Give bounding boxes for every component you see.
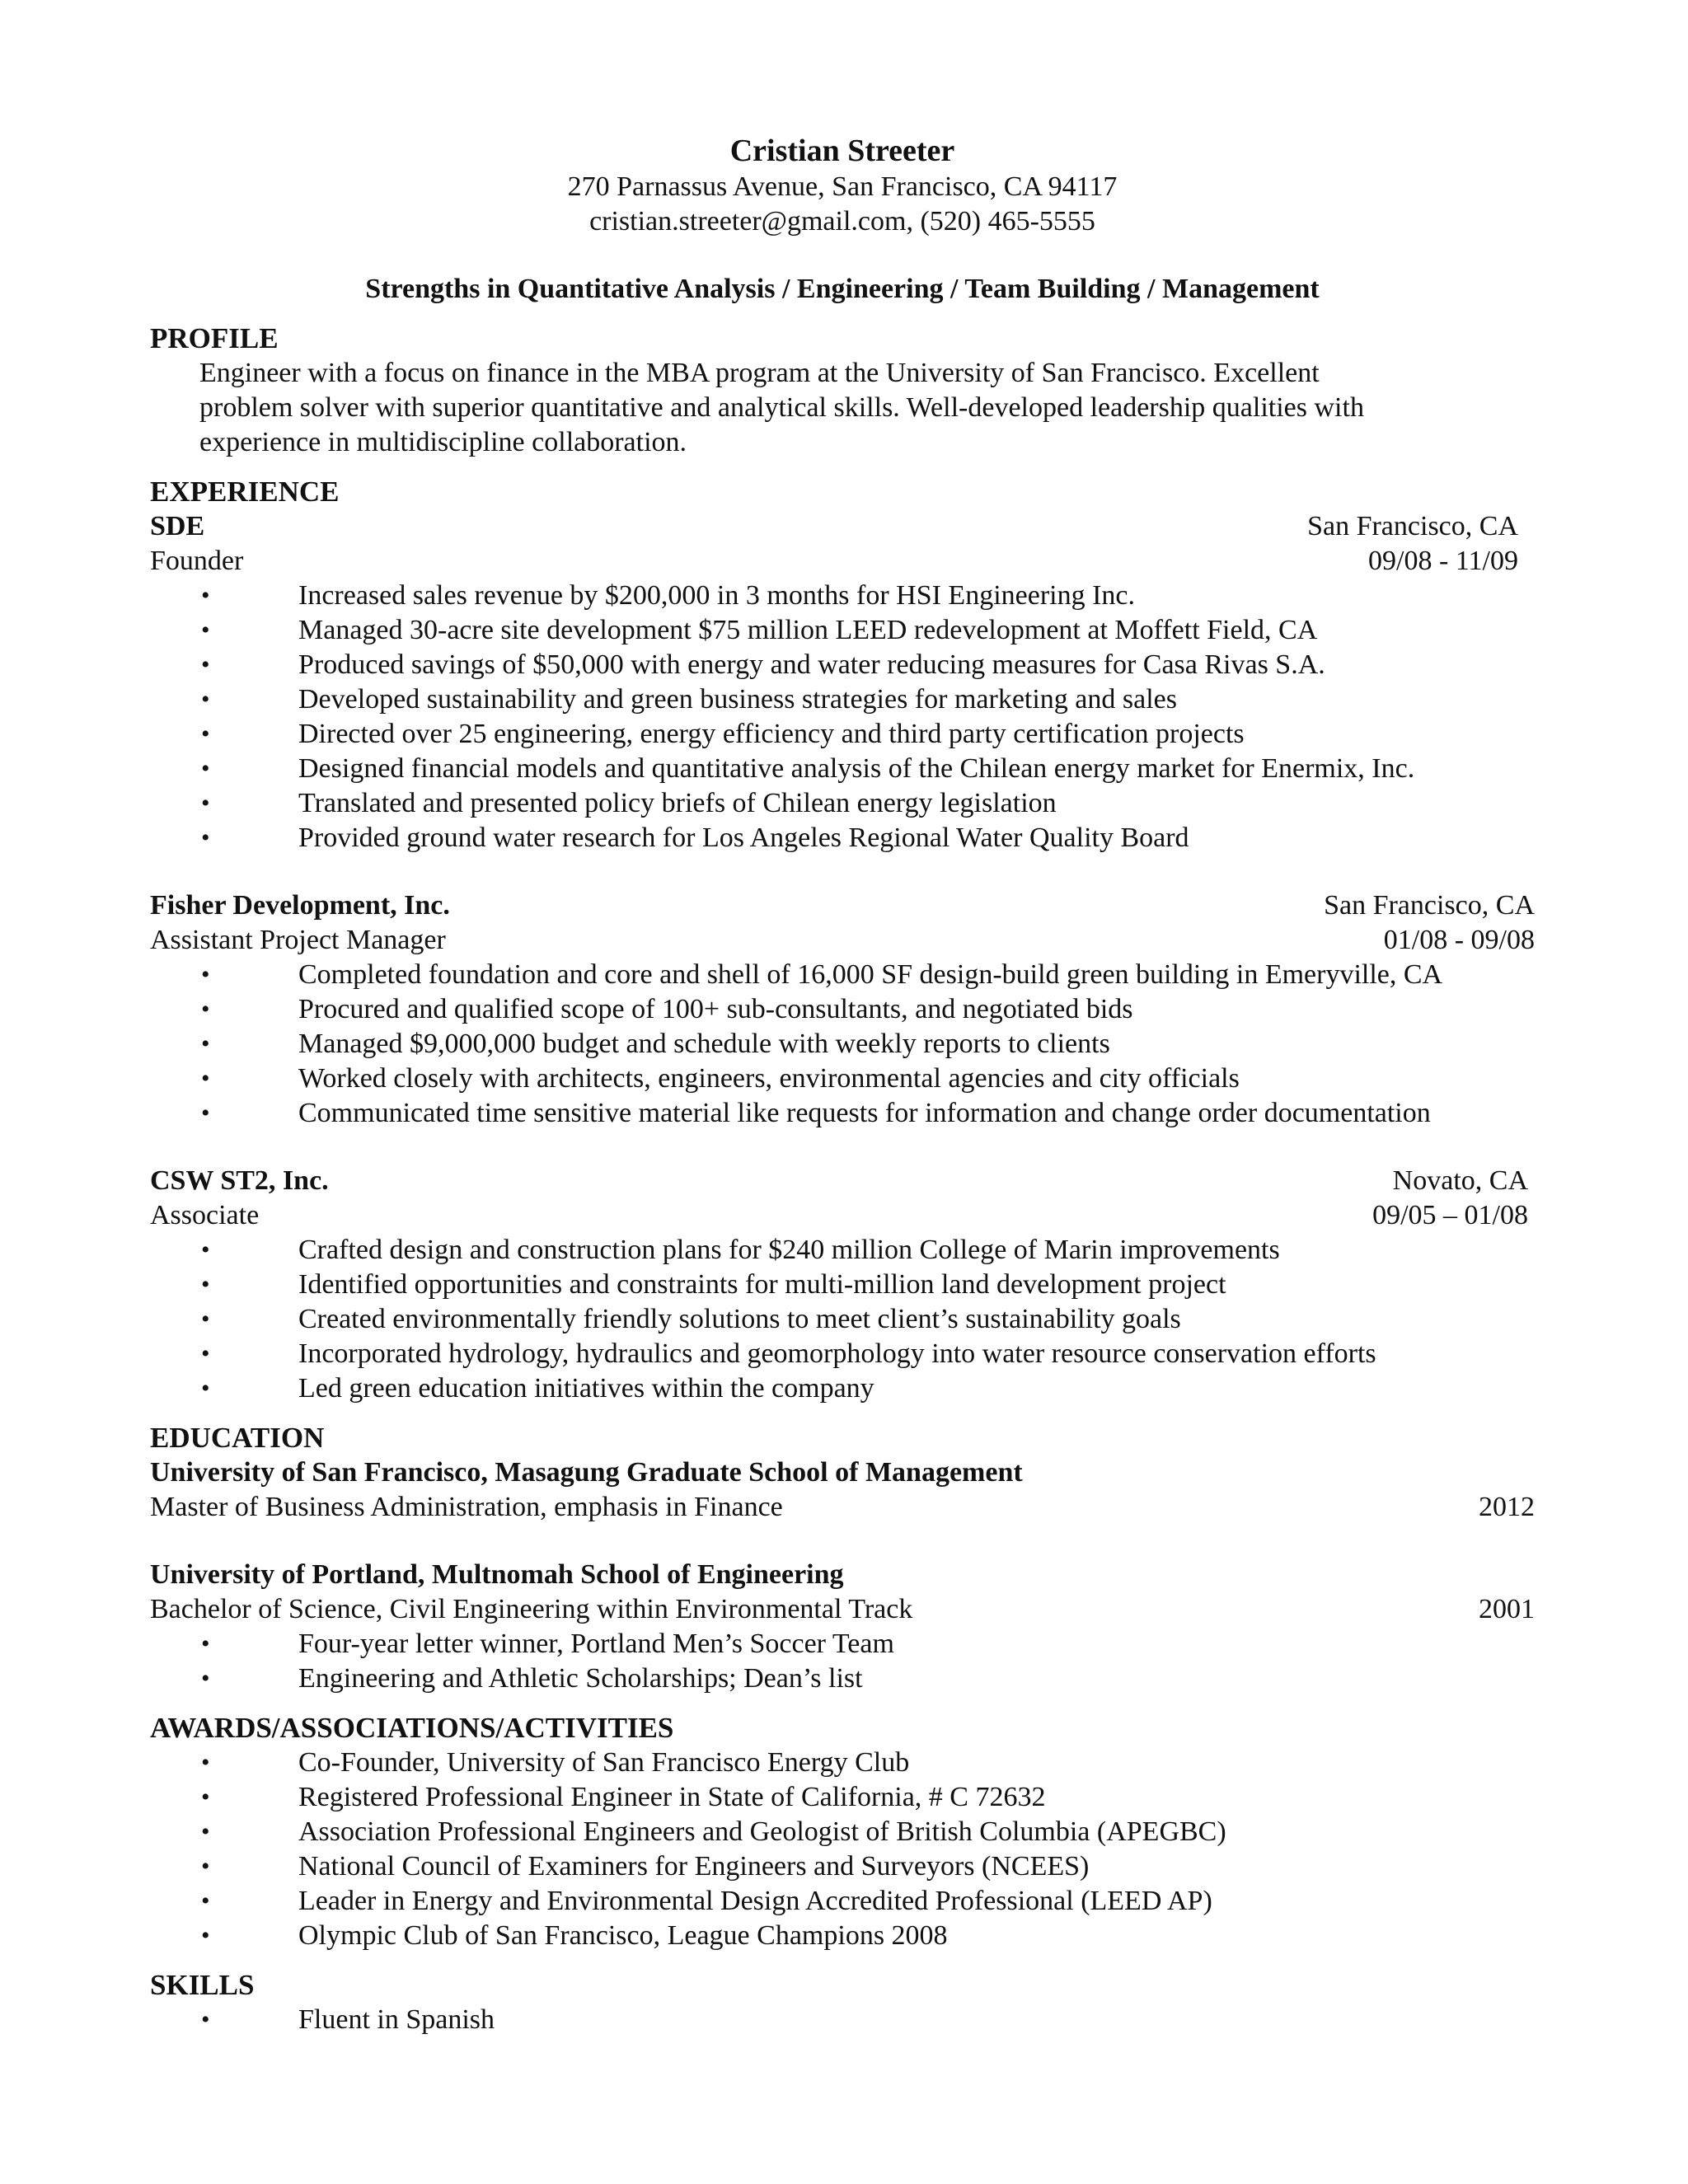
contact-info: cristian.streeter@gmail.com, (520) 465-5555 — [589, 206, 1095, 237]
list-item: • Crafted design and construction plans for $240 million College of Marin improvements — [150, 1233, 1535, 1268]
bullet-icon: • — [201, 1887, 210, 1915]
list-item: • Developed sustainability and green business strategies for marketing and sales — [150, 682, 1535, 717]
awards-heading: AWARDS/ASSOCIATIONS/ACTIVITIES — [150, 1712, 674, 1744]
list-item: • Four-year letter winner, Portland Men’s Soccer Team — [150, 1627, 1535, 1661]
bullet-icon: • — [201, 720, 210, 748]
list-item: • Produced savings of $50,000 with energy and water reducing measures for Casa Rivas S.A. — [150, 648, 1535, 682]
bullet-icon: • — [201, 686, 210, 713]
job-location: San Francisco, CA — [1324, 890, 1535, 921]
job-bullets — [150, 1233, 1535, 1406]
awards-list — [150, 1746, 1535, 1953]
bullet-icon: • — [201, 651, 210, 678]
education-entry — [150, 1455, 1535, 1525]
list-item: • Directed over 25 engineering, energy efficiency and third party certification projects — [150, 717, 1535, 752]
job-location: Novato, CA — [1392, 1165, 1528, 1196]
job-role: Founder — [150, 546, 244, 576]
job-role: Assistant Project Manager — [150, 925, 446, 955]
job-bullets — [150, 958, 1535, 1131]
school-name: University of San Francisco, Masagung Graduate School of Management — [150, 1457, 1023, 1488]
job-entry — [150, 888, 1535, 1131]
bullet-icon: • — [201, 1305, 210, 1333]
list-item: • Engineering and Athletic Scholarships; Dean’s list — [150, 1661, 1535, 1696]
profile-line: Engineer with a focus on finance in the MBA program at the University of San Francisco. Excellent — [199, 358, 1320, 388]
list-item: • Managed $9,000,000 budget and schedule with weekly reports to clients — [150, 1027, 1535, 1062]
bullet-icon: • — [201, 1340, 210, 1367]
list-item: • Completed foundation and core and shell of 16,000 SF design-build green building in Emeryville, CA — [150, 958, 1535, 992]
education-heading: EDUCATION — [150, 1422, 325, 1454]
bullet-icon: • — [201, 1271, 210, 1298]
job-location: San Francisco, CA — [1307, 511, 1518, 541]
bullet-icon: • — [201, 1030, 210, 1057]
skills-list — [150, 2003, 1535, 2037]
school-name: University of Portland, Multnomah School of Engineering — [150, 1559, 844, 1590]
bullet-icon: • — [201, 790, 210, 817]
list-item: • National Council of Examiners for Engineers and Surveyors (NCEES) — [150, 1849, 1535, 1884]
list-item: • Communicated time sensitive material like requests for information and change order documentation — [150, 1096, 1535, 1131]
bullet-icon: • — [201, 616, 210, 644]
bullet-icon: • — [201, 1783, 210, 1811]
bullet-icon: • — [201, 1236, 210, 1263]
list-item: • Translated and presented policy briefs of Chilean energy legislation — [150, 786, 1535, 821]
education-entry — [150, 1558, 1535, 1696]
skills-heading: SKILLS — [150, 1969, 255, 2001]
list-item: • Led green education initiatives within the company — [150, 1371, 1535, 1406]
list-item: • Identified opportunities and constraints for multi-million land development project — [150, 1268, 1535, 1302]
profile-line: problem solver with superior quantitative and analytical skills. Well-developed leadership qualities with — [199, 392, 1364, 423]
bullet-icon: • — [201, 996, 210, 1023]
job-entry — [150, 1164, 1535, 1406]
job-dates: 01/08 - 09/08 — [1383, 925, 1535, 955]
bullet-icon: • — [201, 1853, 210, 1880]
bullet-icon: • — [201, 2006, 210, 2033]
degree: Master of Business Administration, emphasis in Finance — [150, 1492, 783, 1522]
job-bullets — [150, 579, 1535, 855]
education-bullets — [150, 1627, 1535, 1696]
list-item: • Co-Founder, University of San Francisco Energy Club — [150, 1746, 1535, 1780]
list-item: • Leader in Energy and Environmental Design Accredited Professional (LEED AP) — [150, 1884, 1535, 1919]
strengths-line: Strengths in Quantitative Analysis / Engineering / Team Building / Management — [365, 274, 1320, 304]
job-dates: 09/05 – 01/08 — [1372, 1200, 1528, 1230]
bullet-icon: • — [201, 1749, 210, 1776]
list-item: • Registered Professional Engineer in State of California, # C 72632 — [150, 1780, 1535, 1815]
experience-heading: EXPERIENCE — [150, 476, 340, 508]
profile-text — [150, 356, 1535, 460]
profile-line: experience in multidiscipline collaboration. — [199, 427, 687, 457]
job-company: SDE — [150, 511, 205, 541]
bullet-icon: • — [201, 1818, 210, 1845]
job-dates: 09/08 - 11/09 — [1368, 546, 1518, 576]
job-company: CSW ST2, Inc. — [150, 1165, 329, 1196]
address: 270 Parnassus Avenue, San Francisco, CA 94117 — [567, 171, 1118, 202]
list-item: • Olympic Club of San Francisco, League Champions 2008 — [150, 1919, 1535, 1953]
list-item: • Increased sales revenue by $200,000 in 3 months for HSI Engineering Inc. — [150, 579, 1535, 613]
job-entry — [150, 509, 1535, 855]
list-item: • Managed 30-acre site development $75 million LEED redevelopment at Moffett Field, CA — [150, 613, 1535, 648]
bullet-icon: • — [201, 1065, 210, 1092]
job-role: Associate — [150, 1200, 260, 1230]
bullet-icon: • — [201, 755, 210, 782]
bullet-icon: • — [201, 1099, 210, 1127]
bullet-icon: • — [201, 1375, 210, 1402]
degree: Bachelor of Science, Civil Engineering within Environmental Track — [150, 1594, 913, 1624]
list-item: • Association Professional Engineers and Geologist of British Columbia (APEGBC) — [150, 1815, 1535, 1849]
list-item: • Worked closely with architects, engineers, environmental agencies and city officials — [150, 1062, 1535, 1096]
bullet-icon: • — [201, 824, 210, 851]
bullet-icon: • — [201, 961, 210, 988]
list-item: • Fluent in Spanish — [150, 2003, 1535, 2037]
graduation-year: 2001 — [1479, 1594, 1535, 1624]
resume-header — [150, 132, 1535, 239]
bullet-icon: • — [201, 1665, 210, 1692]
job-company: Fisher Development, Inc. — [150, 890, 450, 921]
list-item: • Procured and qualified scope of 100+ sub-consultants, and negotiated bids — [150, 992, 1535, 1027]
profile-heading: PROFILE — [150, 322, 279, 354]
list-item: • Created environmentally friendly solutions to meet client’s sustainability goals — [150, 1302, 1535, 1337]
graduation-year: 2012 — [1479, 1492, 1535, 1522]
resume-page — [150, 132, 1535, 2037]
bullet-icon: • — [201, 582, 210, 609]
list-item: • Provided ground water research for Los Angeles Regional Water Quality Board — [150, 821, 1535, 855]
bullet-icon: • — [201, 1922, 210, 1949]
list-item: • Designed financial models and quantitative analysis of the Chilean energy market for Enermix, Inc. — [150, 752, 1535, 786]
list-item: • Incorporated hydrology, hydraulics and geomorphology into water resource conservation efforts — [150, 1337, 1535, 1371]
bullet-icon: • — [201, 1630, 210, 1657]
candidate-name: Cristian Streeter — [729, 134, 955, 168]
